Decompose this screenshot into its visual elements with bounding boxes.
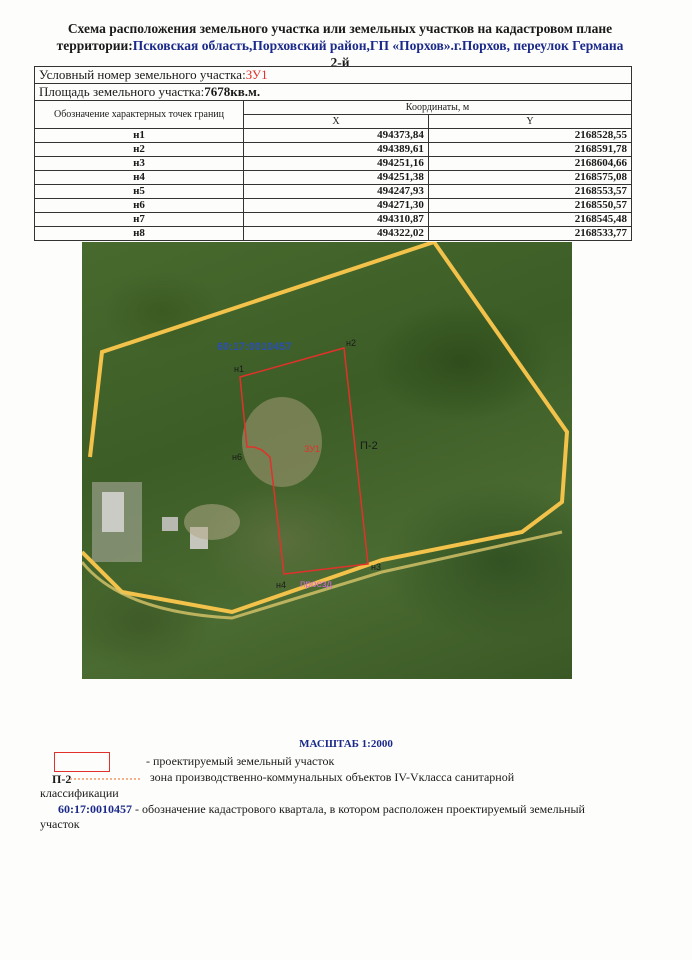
legend-zone-cont: классификации	[40, 786, 119, 800]
x-cell: 494251,38	[244, 171, 429, 185]
legend-zone-swatch	[70, 778, 140, 780]
legend-parcel-swatch	[54, 752, 110, 772]
road-label: проезд	[300, 579, 333, 590]
point-cell: н8	[35, 227, 244, 241]
title-location: Псковская область,Порховский район,ГП «Порхов».г.Порхов, переулок Германа	[132, 38, 624, 53]
y-cell: 2168553,57	[428, 185, 631, 199]
y-cell: 2168550,57	[428, 199, 631, 213]
y-cell: 2168575,08	[428, 171, 631, 185]
title-line1: Схема расположения земельного участка или земельных участков на кадастровом плане	[67, 21, 613, 36]
point-cell: н2	[35, 143, 244, 157]
cond-label: Условный номер земельного участка:	[39, 67, 246, 82]
col-y-header: Y	[428, 115, 631, 129]
clearing	[242, 397, 322, 487]
aerial-map	[82, 242, 572, 679]
table-row	[35, 227, 632, 241]
quarter-label: 60:17:0010457	[217, 341, 292, 353]
table-row	[35, 171, 632, 185]
y-cell: 2168591,78	[428, 143, 631, 157]
point-label-n3: н3	[371, 562, 381, 572]
x-cell: 494389,61	[244, 143, 429, 157]
point-cell: н7	[35, 213, 244, 227]
y-cell: 2168533,77	[428, 227, 631, 241]
x-cell: 494373,84	[244, 129, 429, 143]
table-row	[35, 143, 632, 157]
col-point-header: Обозначение характерных точек границ	[35, 101, 244, 129]
coordinates-table	[34, 66, 632, 241]
info-row-area	[35, 84, 632, 101]
x-cell: 494247,93	[244, 185, 429, 199]
table-row	[35, 185, 632, 199]
clearing	[184, 504, 240, 540]
cond-value: ЗУ1	[245, 67, 268, 82]
y-cell: 2168528,55	[428, 129, 631, 143]
point-cell: н5	[35, 185, 244, 199]
point-cell: н3	[35, 157, 244, 171]
table-row	[35, 199, 632, 213]
point-cell: н1	[35, 129, 244, 143]
legend-quarter	[58, 802, 618, 817]
legend-quarter-cont: участок	[40, 817, 80, 831]
legend-quarter-text: - обозначение кадастрового квартала, в котором расположен проектируемый земельный	[135, 802, 585, 816]
table-row	[35, 213, 632, 227]
x-cell: 494310,87	[244, 213, 429, 227]
building	[162, 517, 178, 531]
legend-quarter-code: 60:17:0010457	[58, 802, 132, 816]
point-label-n2: н2	[346, 338, 356, 348]
title-line3: 2-й	[330, 55, 350, 70]
point-label-n1: н1	[234, 364, 244, 374]
zu-label: ЗУ1	[304, 444, 321, 454]
area-value: 7678кв.м.	[204, 84, 261, 99]
area-label: Площадь земельного участка:	[39, 84, 205, 99]
x-cell: 494251,16	[244, 157, 429, 171]
map-overlay	[82, 242, 572, 679]
x-cell: 494322,02	[244, 227, 429, 241]
legend-parcel-text: - проектируемый земельный участок	[146, 754, 335, 768]
point-label-n4: н4	[276, 580, 286, 590]
y-cell: 2168545,48	[428, 213, 631, 227]
legend-zone-label: П-2	[52, 772, 72, 786]
x-cell: 494271,30	[244, 199, 429, 213]
info-row-cond	[35, 67, 632, 84]
point-cell: н6	[35, 199, 244, 213]
document-title	[30, 20, 650, 71]
road	[82, 532, 562, 618]
col-x-header: X	[244, 115, 429, 129]
legend-zone-text: зона производственно-коммунальных объектов IV-Vкласса санитарной	[150, 770, 515, 784]
building	[102, 492, 124, 532]
col-coords-header: Координаты, м	[244, 101, 632, 115]
y-cell: 2168604,66	[428, 157, 631, 171]
point-cell: н4	[35, 171, 244, 185]
title-prefix: территории:	[56, 38, 133, 53]
zone-boundary	[82, 242, 567, 612]
table-header-row	[35, 101, 632, 115]
table-row	[35, 129, 632, 143]
zone-label: П-2	[360, 440, 378, 452]
table-row	[35, 157, 632, 171]
scale-label: МАСШТАБ 1:2000	[299, 738, 393, 750]
point-label-n6: н6	[232, 452, 242, 462]
